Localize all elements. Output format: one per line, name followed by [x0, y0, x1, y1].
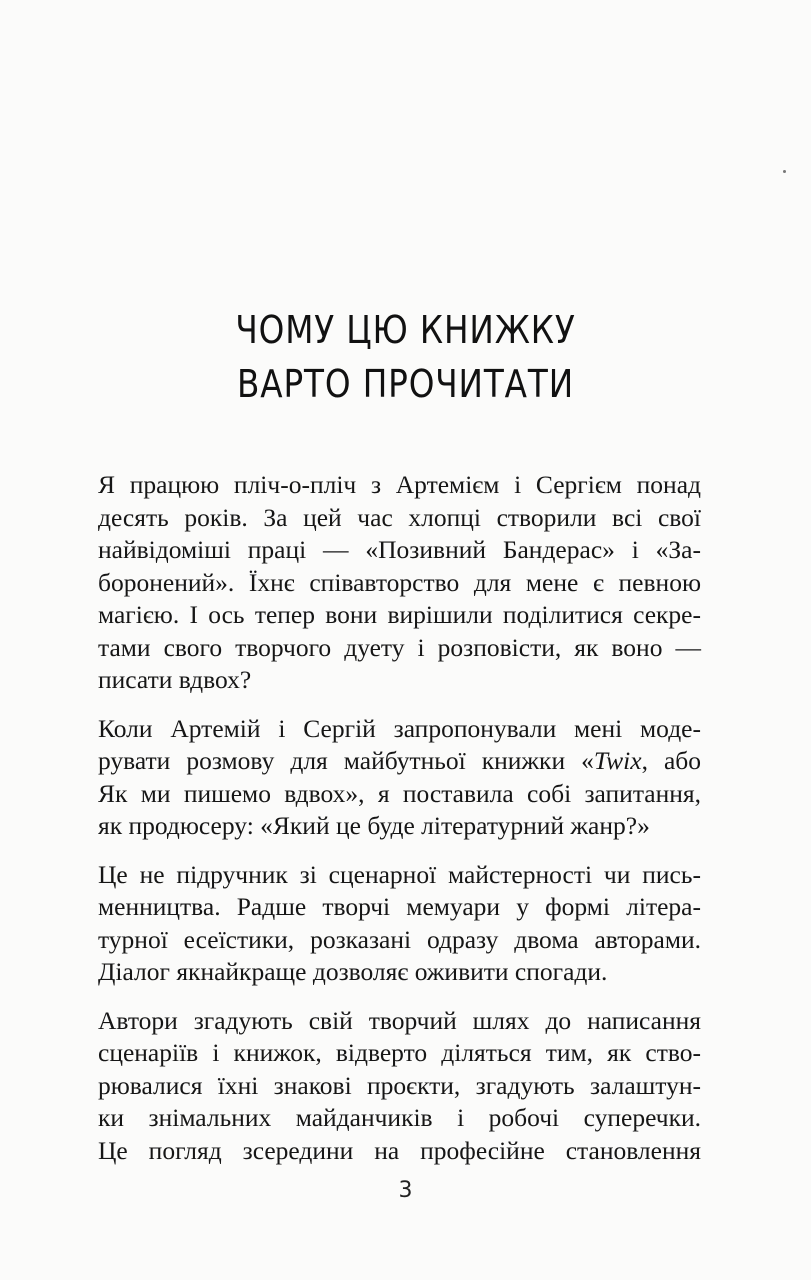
text-line: найвідоміші праці — «Позивний Бандерас» і «За- [98, 535, 701, 564]
text-line: Я працюю пліч-о-пліч з Артемієм і Сергієм понад [98, 470, 701, 499]
text-line: рувати розмову для майбутньої книжки «Twix, або [98, 746, 701, 775]
text-line: Коли Артемій і Сергій запропонували мені моде- [98, 713, 701, 743]
text-line: писати вдвох? [98, 665, 252, 694]
text-line: боронений». Їхнє співавторство для мене є певною [98, 567, 701, 597]
text-line: тами свого творчого дуету і розповісти, як воно — [98, 632, 701, 662]
text-line: сценаріїв і книжок, відверто діляться тим, як ство- [98, 1038, 701, 1067]
chapter-heading [57, 303, 754, 411]
text-line: десять років. За цей час хлопці створили всі свої [98, 502, 701, 532]
paragraph-4 [98, 1005, 701, 1168]
chapter-heading-line-1: ЧОМУ ЦЮ КНИЖКУ [235, 308, 576, 352]
paragraph-2 [98, 713, 701, 843]
text-line: Це не підручник зі сценарної майстерності чи пись- [98, 859, 701, 889]
book-title-italic: Twix [593, 746, 642, 775]
body-text [98, 469, 701, 1183]
text-line: турної есеїстики, розказані одразу двома авторами. [98, 924, 701, 954]
text-line: як продюсеру: «Який це буде літературний жанр?» [98, 811, 650, 840]
text-line: Автори згадують свій творчий шлях до написання [98, 1005, 701, 1035]
text-line: Діалог якнайкраще дозволяє оживити спогади. [98, 957, 608, 986]
page-number: 3 [398, 1178, 413, 1203]
text-line: Це погляд зсередини на професійне становлення [98, 1135, 701, 1165]
paragraph-3 [98, 859, 701, 989]
paragraph-1 [98, 469, 701, 697]
text-line: рювалися їхні знакові проєкти, згадують залаштун- [98, 1070, 701, 1100]
text-line: Як ми пишемо вдвох», я поставила собі запитання, [98, 778, 701, 808]
text-line: менництва. Радше творчі мемуари у формі літера- [98, 892, 701, 921]
chapter-heading-line-2: ВАРТО ПРОЧИТАТИ [236, 362, 575, 406]
text-line: ки знімальних майданчиків і робочі суперечки. [98, 1103, 701, 1132]
scan-dust-mark [783, 170, 786, 173]
text-line: магією. І ось тепер вони вирішили поділитися секре- [98, 600, 701, 629]
